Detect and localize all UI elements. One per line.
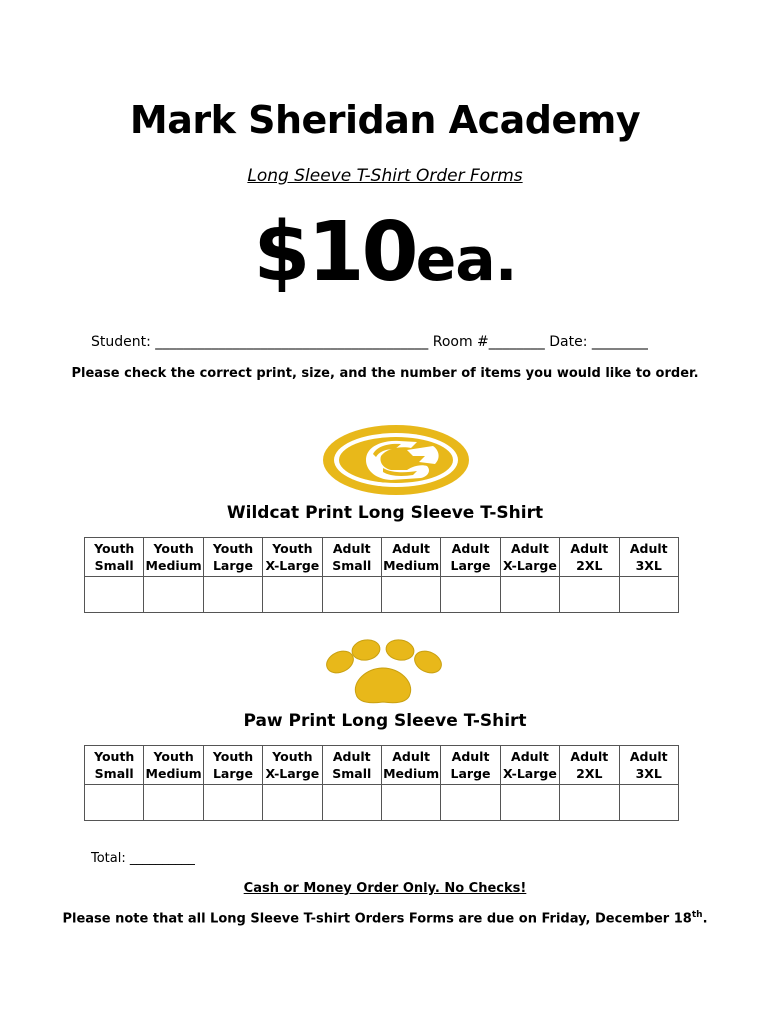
quantity-cell[interactable] [322, 577, 381, 613]
instructions: Please check the correct print, size, and the number of items you would like to order. [71, 366, 699, 381]
quantity-row [85, 785, 679, 821]
size-header: Adult 3XL [619, 538, 678, 577]
quantity-cell[interactable] [144, 577, 203, 613]
quantity-cell[interactable] [381, 577, 440, 613]
size-header: Adult Medium [381, 538, 440, 577]
quantity-row [85, 577, 679, 613]
size-header: Youth X-Large [263, 538, 322, 577]
size-header: Adult 3XL [619, 746, 678, 785]
quantity-cell[interactable] [560, 577, 619, 613]
size-header-row [85, 746, 679, 785]
quantity-cell[interactable] [85, 785, 144, 821]
quantity-cell[interactable] [263, 785, 322, 821]
price-amount: $10 [253, 205, 416, 300]
quantity-cell[interactable] [144, 785, 203, 821]
size-header: Adult 2XL [560, 746, 619, 785]
size-header: Youth Small [85, 538, 144, 577]
page-subtitle: Long Sleeve T-Shirt Order Forms [247, 166, 523, 186]
paw-size-table [84, 745, 679, 821]
due-date-end: . [702, 911, 708, 927]
size-header: Adult X-Large [500, 746, 559, 785]
due-date-note [0, 910, 770, 926]
quantity-cell[interactable] [619, 785, 678, 821]
quantity-cell[interactable] [381, 785, 440, 821]
wildcat-logo [321, 424, 471, 496]
size-header: Adult Large [441, 746, 500, 785]
size-header: Adult Small [322, 746, 381, 785]
quantity-cell[interactable] [441, 785, 500, 821]
quantity-cell[interactable] [500, 785, 559, 821]
quantity-cell[interactable] [322, 785, 381, 821]
size-header: Youth Medium [144, 746, 203, 785]
price-suffix: ea. [415, 225, 517, 295]
due-date-superscript: th [691, 910, 703, 920]
size-header: Adult Medium [381, 746, 440, 785]
size-header: Adult Small [322, 538, 381, 577]
paw-print-logo [322, 638, 452, 706]
quantity-cell[interactable] [441, 577, 500, 613]
size-header: Youth Large [203, 538, 262, 577]
size-header: Adult 2XL [560, 538, 619, 577]
size-header: Youth Large [203, 746, 262, 785]
size-header: Youth Medium [144, 538, 203, 577]
quantity-cell[interactable] [203, 577, 262, 613]
quantity-cell[interactable] [619, 577, 678, 613]
size-header-row [85, 538, 679, 577]
quantity-cell[interactable] [85, 577, 144, 613]
price [0, 205, 770, 300]
wildcat-section-title: Wildcat Print Long Sleeve T-Shirt [226, 503, 544, 523]
size-header: Youth X-Large [263, 746, 322, 785]
page-title: Mark Sheridan Academy [129, 98, 641, 142]
student-info-line[interactable]: Student: _______________________________________ Room #________ Date: ________ [91, 334, 648, 350]
size-header: Adult X-Large [500, 538, 559, 577]
payment-note: Cash or Money Order Only. No Checks! [243, 881, 527, 896]
quantity-cell[interactable] [560, 785, 619, 821]
total-field[interactable]: Total: __________ [91, 851, 195, 866]
quantity-cell[interactable] [263, 577, 322, 613]
paw-section-title: Paw Print Long Sleeve T-Shirt [243, 711, 527, 731]
due-date-text: Please note that all Long Sleeve T-shirt Orders Forms are due on Friday, December 18 [62, 911, 692, 927]
quantity-cell[interactable] [203, 785, 262, 821]
size-header: Adult Large [441, 538, 500, 577]
quantity-cell[interactable] [500, 577, 559, 613]
wildcat-size-table [84, 537, 679, 613]
size-header: Youth Small [85, 746, 144, 785]
